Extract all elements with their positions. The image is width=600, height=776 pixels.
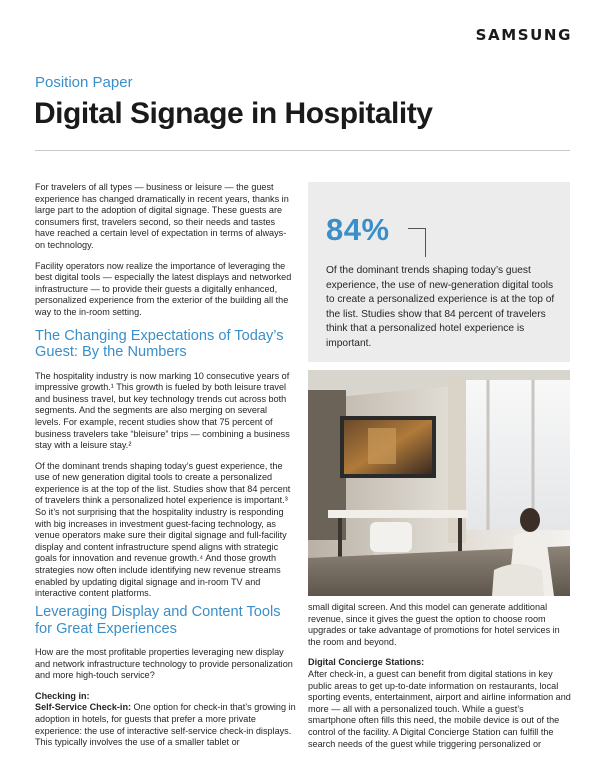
checkin-label: Self-Service Check-in: — [35, 702, 132, 713]
section-paragraph-1: The hospitality industry is now marking 10 consecutive years of impressive growth.¹ This growth is fueled by both leisure travel and business travel, but key technology trends cut across both segments. And the segments are also merging on several levels. For example, recent studies show that 75 percent of business travelers take “bleisure” trips — combining a business stay with a leisure stay.² — [35, 370, 290, 451]
concierge-heading: Digital Concierge Stations: — [308, 657, 425, 668]
section-paragraph-2: Of the dominant trends shaping today’s guest experience, the use of new generation digital tools to create a personalized experience is at the top of the list. Studies show that 84 percent of travelers think a personalized hotel experience is important.³ So it’s not surprising that the hospitality industry is responding with big increases in investment guest-facing technology, as venue operators make sure their digital signage and full-facility display and content infrastructure spend aligns with strategic goals for innovation and revenue growth.⁴ And those growth strategies now often include identifying new revenue streams enabled by updating digital signage and in-room TV and interactive content platforms. — [35, 460, 291, 599]
concierge-text: After check-in, a guest can benefit from digital stations in key public areas to get up-to-date information on restaurants, local sporting events, entertainment, airport and airline information and more — all with a personalized touch. While a guest’s smartphone often fills this need, the mobile device is out of the control of the facility. A Digital Concierge Station can fulfill the search needs of the guest while triggering personalized or — [308, 668, 571, 749]
hotel-room-photo — [308, 370, 570, 596]
checkin-continuation: small digital screen. And this model can generate additional revenue, since it gives the guest the option to choose room upgrades or take advantage of promotions for hotel services in the room and beyond. — [308, 602, 560, 647]
header-divider — [35, 150, 570, 151]
stat-connector-vertical — [425, 228, 426, 257]
stat-callout — [308, 182, 570, 362]
samsung-logo: SAMSUNG — [475, 26, 572, 44]
stat-connector-horizontal — [408, 228, 425, 229]
concierge-paragraph — [308, 657, 572, 750]
hotel-room-illustration — [308, 370, 570, 596]
leveraging-intro: How are the most profitable properties leveraging new display and network infrastructure technology to provide personalization and more high-touch service? — [35, 647, 293, 681]
section-heading-expectations: The Changing Expectations of Today’s Guest: By the Numbers — [35, 327, 284, 361]
intro-paragraph-1: For travelers of all types — business or leisure — the guest experience has changed dramatically in recent years, thanks in large part to the adoption of digital signage. These guests are consumers first, travelers second, so their needs and tastes have reached a certain level of expectation in terms of always-on technology. — [35, 182, 289, 250]
checkin-paragraph — [35, 691, 297, 749]
page-title: Digital Signage in Hospitality — [34, 97, 433, 130]
left-column — [35, 182, 293, 609]
checkin-text: One option for check-in that’s growing in adoption in hotels, for guests that prefer a more private experience: the use of interactive self-service check-in displays. This typically involves the use of a smaller tablet or — [35, 702, 296, 748]
stat-value: 84% — [326, 212, 390, 247]
stat-description: Of the dominant trends shaping today’s guest experience, the use of new-generation digital tools to create a personalized experience is at the top of the list. Studies show that 84 percent of travelers think that a personalized hotel experience is important. — [326, 265, 555, 349]
bottom-left-column — [35, 604, 297, 758]
document-kicker: Position Paper — [35, 74, 133, 91]
checkin-heading: Checking in: — [35, 690, 90, 701]
section-heading-leveraging: Leveraging Display and Content Tools for Great Experiences — [35, 604, 281, 637]
bottom-right-column — [308, 602, 572, 759]
intro-paragraph-2: Facility operators now realize the importance of leveraging the best digital tools — especially the latest displays and networked infrastructure — to provide their guests a digitally enhanced, personalized experience from the exterior of the building all the way to the in-room setting. — [35, 260, 292, 317]
